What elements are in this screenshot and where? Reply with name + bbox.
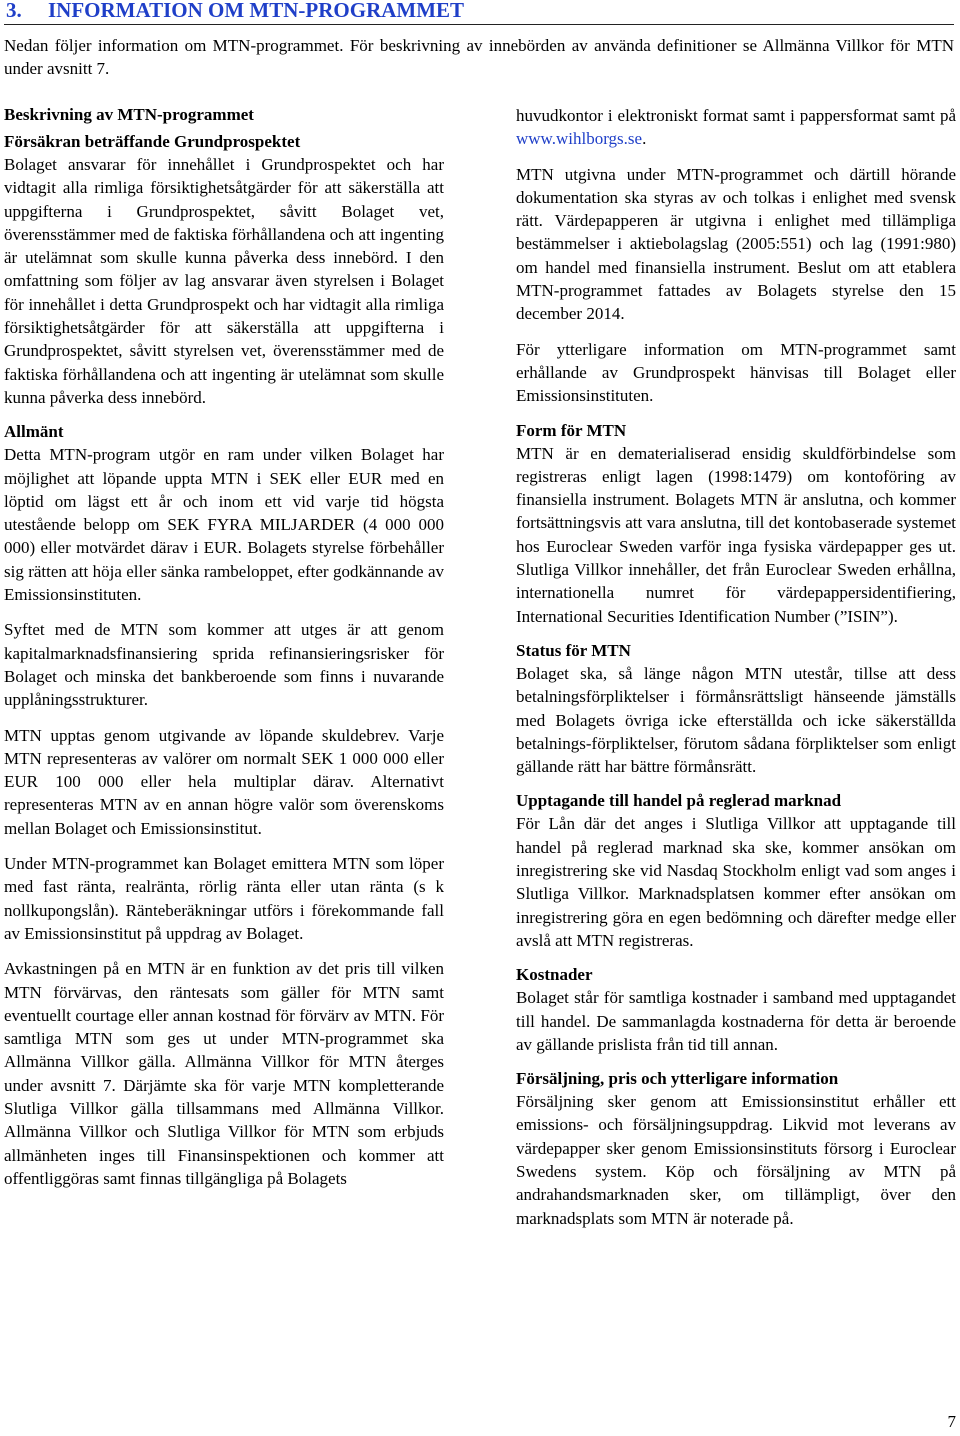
responsibility-paragraph: Bolaget ansvarar för innehållet i Grundprospektet och har vidtagit alla rimliga försiktighetsåtgärder för att säkerställa att uppgifterna i Grundprospektet, såvitt Bolaget vet, överensstämmer med de faktiska förhållandena och att ingenting är utelämnat som skulle kunna påverka dess innebörd. I den omfattning som följer av lag ansvarar även styrelsen i Bolaget för innehållet i detta Grundprospekt och har vidtagit alla rimliga försiktighetsåtgärder för att säkerställa att uppgifterna i Grundprospektet, såvitt styrelsen vet, överensstämmer med de faktiska förhållandena och att ingenting är utelämnat som skulle kunna påverka dess innebörd. (4, 155, 444, 407)
section-heading (6, 0, 464, 23)
program-description-heading: Beskrivning av MTN-programmet (4, 105, 254, 124)
form-paragraph: MTN är en dematerialiserad ensidig skuldförbindelse som registreras enligt lagen (1998:1479) om kontoföring av finansiella instrument. Bolagets MTN är anslutna, och kommer fortsättningsvis att vara anslutna, till det kontobaserade systemet hos Euroclear Sweden varför inga fysiska värdepapper ges ut. Slutliga Villkor innehåller, det från Euroclear Sweden erhållna, internationella numret för värdepappersidentifiering, International Securities Identification Number (”ISIN”). (516, 443, 956, 626)
general-paragraph-4: Under MTN-programmet kan Bolaget emittera MTN som löper med fast ränta, realränta, rörlig ränta eller utan ränta (s k nollkupongslån). Ränteberäkningar utförs i förekommande fall av Emissionsinstitut på uppdrag av Bolaget. (4, 854, 444, 943)
listing-heading: Upptagande till handel på reglerad marknad (516, 791, 842, 811)
continued-text: huvudkontor i elektroniskt format samt i pappersformat samt på (516, 106, 956, 125)
continued-paragraph (516, 104, 956, 151)
issued-paragraph: MTN utgivna under MTN-programmet och därtill hörande dokumentation ska styras av och tolkas i enlighet med svensk rätt. Värdepapperen är utgivna i enlighet med tillämpliga bestämmelser i aktiebolagslag (2005:551) och lag (1991:980) om handel med finansiella instrument. Beslut om att etablera MTN-programmet fattades av Bolagets styrelse den 15 december 2014. (516, 164, 956, 324)
sales-heading: Försäljning, pris och ytterligare information (516, 1069, 839, 1089)
general-paragraph-3: MTN upptas genom utgivande av löpande skuldebrev. Varje MTN representeras av valörer om normalt SEK 1 000 000 eller EUR 100 000 eller hela multiplar därav. Alternativt representeras MTN av en annan högre valör som överenskoms mellan Bolaget och Emissionsinstitut. (4, 725, 444, 838)
section-number: 3. (6, 0, 22, 22)
left-column (4, 104, 444, 1190)
costs-heading: Kostnader (516, 965, 593, 985)
general-paragraph-5: Avkastningen på en MTN är en funktion av det pris till vilken MTN förvärvas, den räntesats som gäller för MTN samt eventuellt courtage eller annan kostnad för förvärv av MTN. För samtliga MTN som ges ut under MTN-programmet ska Allmänna Villkor gälla. Allmänna Villkor för MTN återges under avsnitt 7. Därjämte ska för varje MTN kompletterande Slutliga Villkor gälla tillsammans med Allmänna Villkor. Allmänna Villkor och Slutliga Villkor för MTN som erbjuds allmänheten inges till Finansinspektionen och kommer att offentliggöras samt finnas tillgängliga på Bolagets (4, 959, 444, 1188)
status-paragraph: Bolaget ska, så länge någon MTN utestår, tillse att dess betalningsförpliktelser i förmånsrättsligt hänseende jämställs med Bolagets övriga icke efterställda och icke säkerställda betalnings-förpliktelser, förutom sådana förpliktelser som enligt gällande rätt har bättre förmånsrätt. (516, 663, 956, 777)
general-heading: Allmänt (4, 422, 64, 442)
intro-paragraph: Nedan följer information om MTN-programmet. För beskrivning av innebörden av använda definitioner se Allmänna Villkor för MTN under avsnitt 7. (4, 36, 954, 78)
page-number: 7 (947, 1412, 956, 1431)
continued-end: . (642, 129, 647, 149)
form-heading: Form för MTN (516, 420, 627, 440)
further-info-paragraph: För ytterligare information om MTN-programmet samt erhållande av Grundprospekt hänvisas till Bolaget eller Emissionsinstituten. (516, 339, 956, 406)
website-link[interactable]: www.wihlborgs.se (516, 129, 643, 149)
section-title: INFORMATION OM MTN-PROGRAMMET (48, 0, 465, 22)
responsibility-heading: Försäkran beträffande Grundprospektet (4, 132, 301, 151)
general-paragraph-2: Syftet med de MTN som kommer att utges är att genom kapitalmarknadsfinansiering sprida refinansieringsrisker för Bolaget och minska det bankberoende som finns i nuvarande upplåningsstrukturer. (4, 620, 444, 710)
sales-paragraph: Försäljning sker genom att Emissionsinstitut erhåller ett emissions- och försäljningsuppdrag. Likvid mot leverans av värdepapper sker genom Emissionsinstituts försorg i Euroclear Swedens system. Köp och försäljning av MTN på andrahandsmarknaden sker, om tillämpligt, över den marknadsplats som MTN är noterade på. (516, 1092, 956, 1228)
status-heading: Status för MTN (516, 640, 631, 660)
general-paragraph-1: Detta MTN-program utgör en ram under vilken Bolaget har möjlighet att löpande uppta MTN i SEK eller EUR med en löptid om lägst ett år och inom ett vid varje tid högsta utestående belopp om SEK FYRA MILJARDER (4 000 000 000) eller motvärdet därav i EUR. Bolagets styrelse förbehåller sig rätten att höja eller sänka rambeloppet, efter godkännande av Emissionsinstituten. (4, 445, 444, 605)
costs-paragraph: Bolaget står för samtliga kostnader i samband med upptagandet till handel. De sammanlagda kostnaderna för detta är beroende av gällande prislista från tid till annan. (516, 988, 956, 1054)
right-column (516, 104, 956, 1230)
heading-rule (4, 24, 954, 25)
listing-paragraph: För Lån där det anges i Slutliga Villkor att upptagande till handel på reglerad marknad ska ske, kommer ansökan om inregistrering ske vid Nasdaq Stockholm enligt vad som anges i Slutliga Villkor. Marknadsplatsen kommer efter ansökan om inregistrering göra en egen bedömning och därefter medge eller avslå att MTN registreras. (516, 814, 956, 950)
